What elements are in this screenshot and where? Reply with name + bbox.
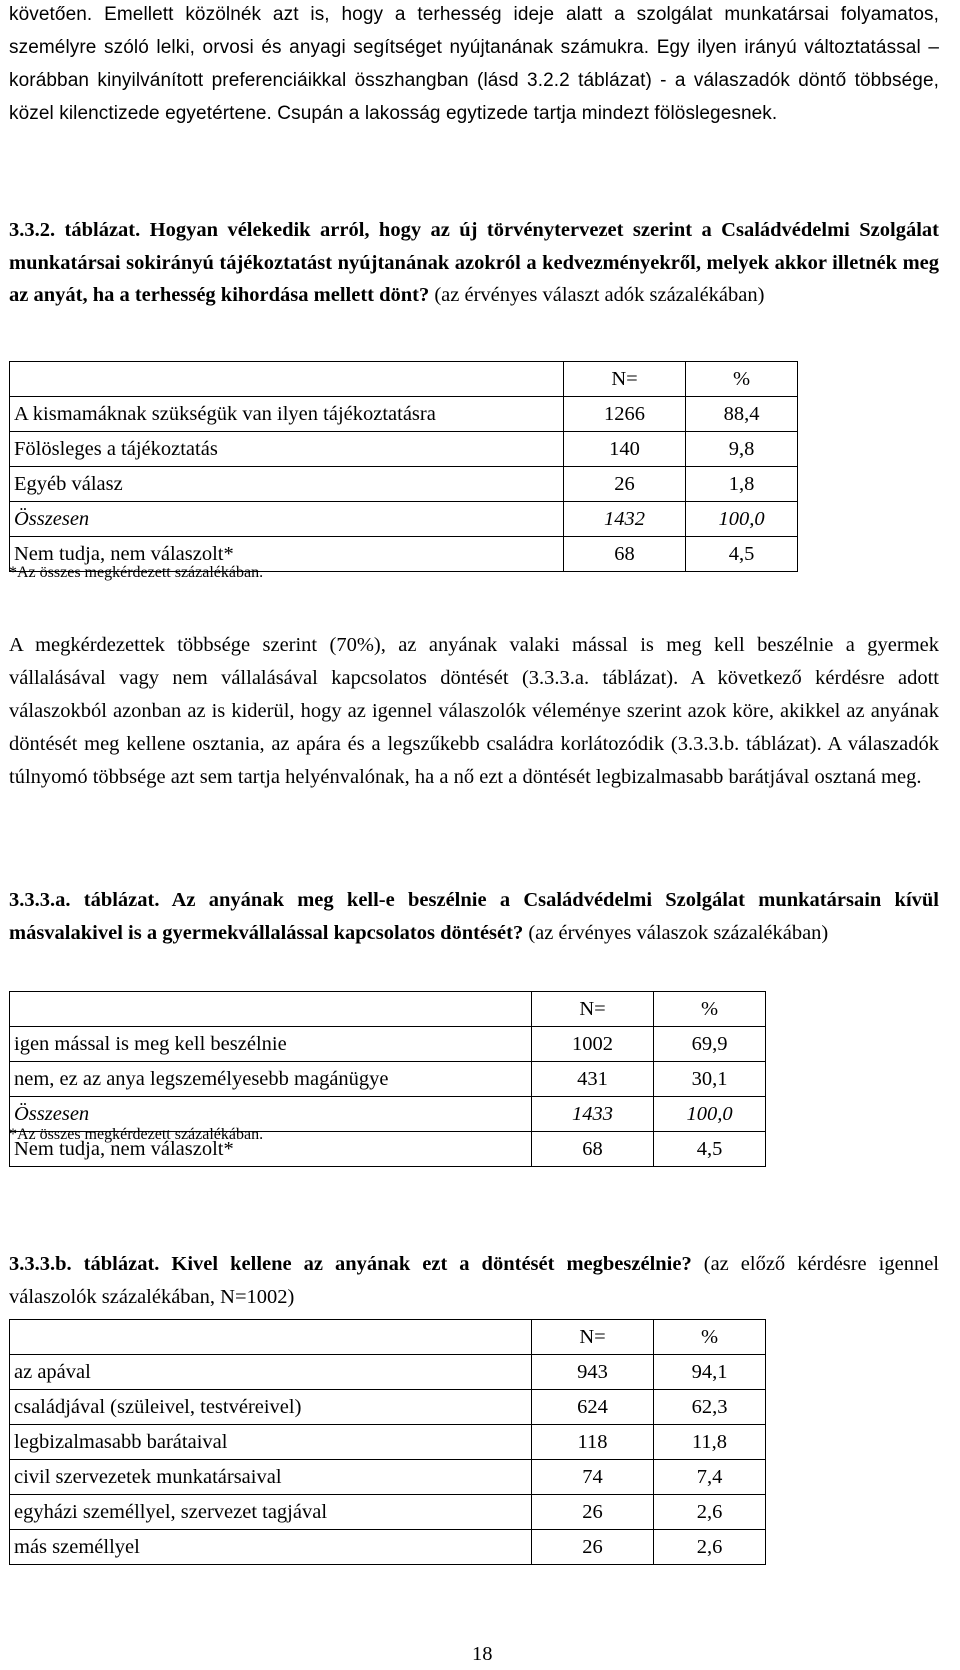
row-pct: 100,0 xyxy=(686,502,798,537)
table-header-row xyxy=(10,992,766,1027)
row-n: 140 xyxy=(564,432,686,467)
table-row xyxy=(10,432,798,467)
header-n: N= xyxy=(564,362,686,397)
row-label: Fölösleges a tájékoztatás xyxy=(10,432,564,467)
row-n: 68 xyxy=(564,537,686,572)
header-pct: % xyxy=(686,362,798,397)
row-pct: 7,4 xyxy=(654,1460,766,1495)
row-label: A kismamáknak szükségük van ilyen tájékoztatásra xyxy=(10,397,564,432)
table-3-3-3a-caption-rest: (az érvényes válaszok százalékában) xyxy=(523,921,829,944)
header-n: N= xyxy=(532,992,654,1027)
table-row xyxy=(10,1530,766,1565)
table-3-3-2-caption-rest: (az érvényes választ adók százalékában) xyxy=(429,284,765,306)
table-row xyxy=(10,1062,766,1097)
row-pct: 1,8 xyxy=(686,467,798,502)
row-label: Nem tudja, nem válaszolt* xyxy=(10,537,564,572)
header-label-cell xyxy=(10,362,564,397)
row-label: Nem tudja, nem válaszolt* xyxy=(10,1132,532,1167)
row-label: Összesen xyxy=(10,502,564,537)
row-n: 943 xyxy=(532,1355,654,1390)
table-header-row xyxy=(10,362,798,397)
row-pct: 100,0 xyxy=(654,1097,766,1132)
row-label: egyházi személlyel, szervezet tagjával xyxy=(10,1495,532,1530)
row-n: 118 xyxy=(532,1425,654,1460)
row-n: 26 xyxy=(532,1495,654,1530)
row-pct: 30,1 xyxy=(654,1062,766,1097)
row-label: az apával xyxy=(10,1355,532,1390)
row-label: igen mással is meg kell beszélnie xyxy=(10,1027,532,1062)
row-n: 431 xyxy=(532,1062,654,1097)
table-row xyxy=(10,1390,766,1425)
header-pct: % xyxy=(654,1320,766,1355)
table-3-3-2 xyxy=(9,361,798,572)
table-row xyxy=(10,1355,766,1390)
table-3-3-3a-caption xyxy=(9,884,939,949)
table-row xyxy=(10,467,798,502)
row-label: más személlyel xyxy=(10,1530,532,1565)
table-header-row xyxy=(10,1320,766,1355)
total-row xyxy=(10,502,798,537)
table-row xyxy=(10,397,798,432)
row-n: 68 xyxy=(532,1132,654,1167)
row-pct: 69,9 xyxy=(654,1027,766,1062)
table-row xyxy=(10,1027,766,1062)
body-paragraph: A megkérdezettek többsége szerint (70%), az anyának valaki mással is meg kell beszélnie a gyermek vállalásával vagy nem vállalásával kapcsolatos döntését (3.3.3.a. táblázat). A következő kérdésre adott válaszokból azonban az is kiderül, hogy az igennel válaszolók véleménye szerint azok köre, akikkel az anyának döntését meg kellene osztania, az apára és a legszűkebb családra korlátozódik (3.3.3.b. táblázat). A válaszadók túlnyomó többsége azt sem tartja helyénvalónak, ha a nő ezt a döntését legbizalmasabb barátjával osztaná meg. xyxy=(9,634,939,788)
row-n: 26 xyxy=(564,467,686,502)
row-pct: 9,8 xyxy=(686,432,798,467)
row-n: 74 xyxy=(532,1460,654,1495)
table-3-3-3b xyxy=(9,1319,766,1565)
row-label: legbizalmasabb barátaival xyxy=(10,1425,532,1460)
table-3-3-3b-caption-rest: (az előző kérdésre igennel válaszolók százalékában, N=1002) xyxy=(9,1253,939,1308)
table-3-3-3b-caption xyxy=(9,1248,939,1313)
row-n: 1266 xyxy=(564,397,686,432)
table-3-3-3a-note: *Az összes megkérdezett százalékában. xyxy=(9,1126,264,1143)
header-n: N= xyxy=(532,1320,654,1355)
table-3-3-3b-caption-bold: 3.3.3.b. táblázat. Kivel kellene az anyának ezt a döntését megbeszélnie? xyxy=(9,1253,692,1275)
table-row xyxy=(10,1425,766,1460)
row-pct: 62,3 xyxy=(654,1390,766,1425)
table-row xyxy=(10,1460,766,1495)
row-pct: 94,1 xyxy=(654,1355,766,1390)
page-number: 18 xyxy=(472,1643,493,1665)
row-pct: 11,8 xyxy=(654,1425,766,1460)
row-pct: 88,4 xyxy=(686,397,798,432)
row-n: 624 xyxy=(532,1390,654,1425)
intro-paragraph: követően. Emellett közölnék azt is, hogy a terhesség ideje alatt a szolgálat munkatársai folyamatos, személyre szóló lelki, orvosi és anyagi segítséget nyújtanának számukra. Egy ilyen irányú változtatással – korábban kinyilvánított preferenciáikkal összhangban (lásd 3.2.2 táblázat) - a válaszadók döntő többsége, közel kilenctizede egyetértene. Csupán a lakosság egytizede tartja mindezt fölöslegesnek. xyxy=(9,4,939,124)
row-label: családjával (szüleivel, testvéreivel) xyxy=(10,1390,532,1425)
table-3-3-3a-caption-bold: 3.3.3.a. táblázat. Az anyának meg kell-e beszélnie a Családvédelmi Szolgálat munkatársain kívül másvalakivel is a gyermekvállalással kapcsolatos döntését? xyxy=(9,889,939,944)
header-label-cell xyxy=(10,992,532,1027)
table-3-3-2-caption-bold: 3.3.2. táblázat. Hogyan vélekedik arról, hogy az új törvénytervezet szerint a Családvédelmi Szolgálat munkatársai sokirányú tájékoztatást nyújtanának azokról a kedvezményekről, melyek akkor illetnék meg az anyát, ha a terhesség kihordása mellett dönt? xyxy=(9,219,939,306)
row-pct: 4,5 xyxy=(686,537,798,572)
table-3-3-2-caption xyxy=(9,214,939,312)
row-label: nem, ez az anya legszemélyesebb magánügye xyxy=(10,1062,532,1097)
row-pct: 4,5 xyxy=(654,1132,766,1167)
header-label-cell xyxy=(10,1320,532,1355)
header-pct: % xyxy=(654,992,766,1027)
row-label: Egyéb válasz xyxy=(10,467,564,502)
row-n: 1002 xyxy=(532,1027,654,1062)
row-n: 1433 xyxy=(532,1097,654,1132)
row-label: Összesen xyxy=(10,1097,532,1132)
row-n: 1432 xyxy=(564,502,686,537)
table-row xyxy=(10,1495,766,1530)
row-n: 26 xyxy=(532,1530,654,1565)
table-3-3-2-note: *Az összes megkérdezett százalékában. xyxy=(9,564,264,581)
row-pct: 2,6 xyxy=(654,1530,766,1565)
row-label: civil szervezetek munkatársaival xyxy=(10,1460,532,1495)
row-pct: 2,6 xyxy=(654,1495,766,1530)
